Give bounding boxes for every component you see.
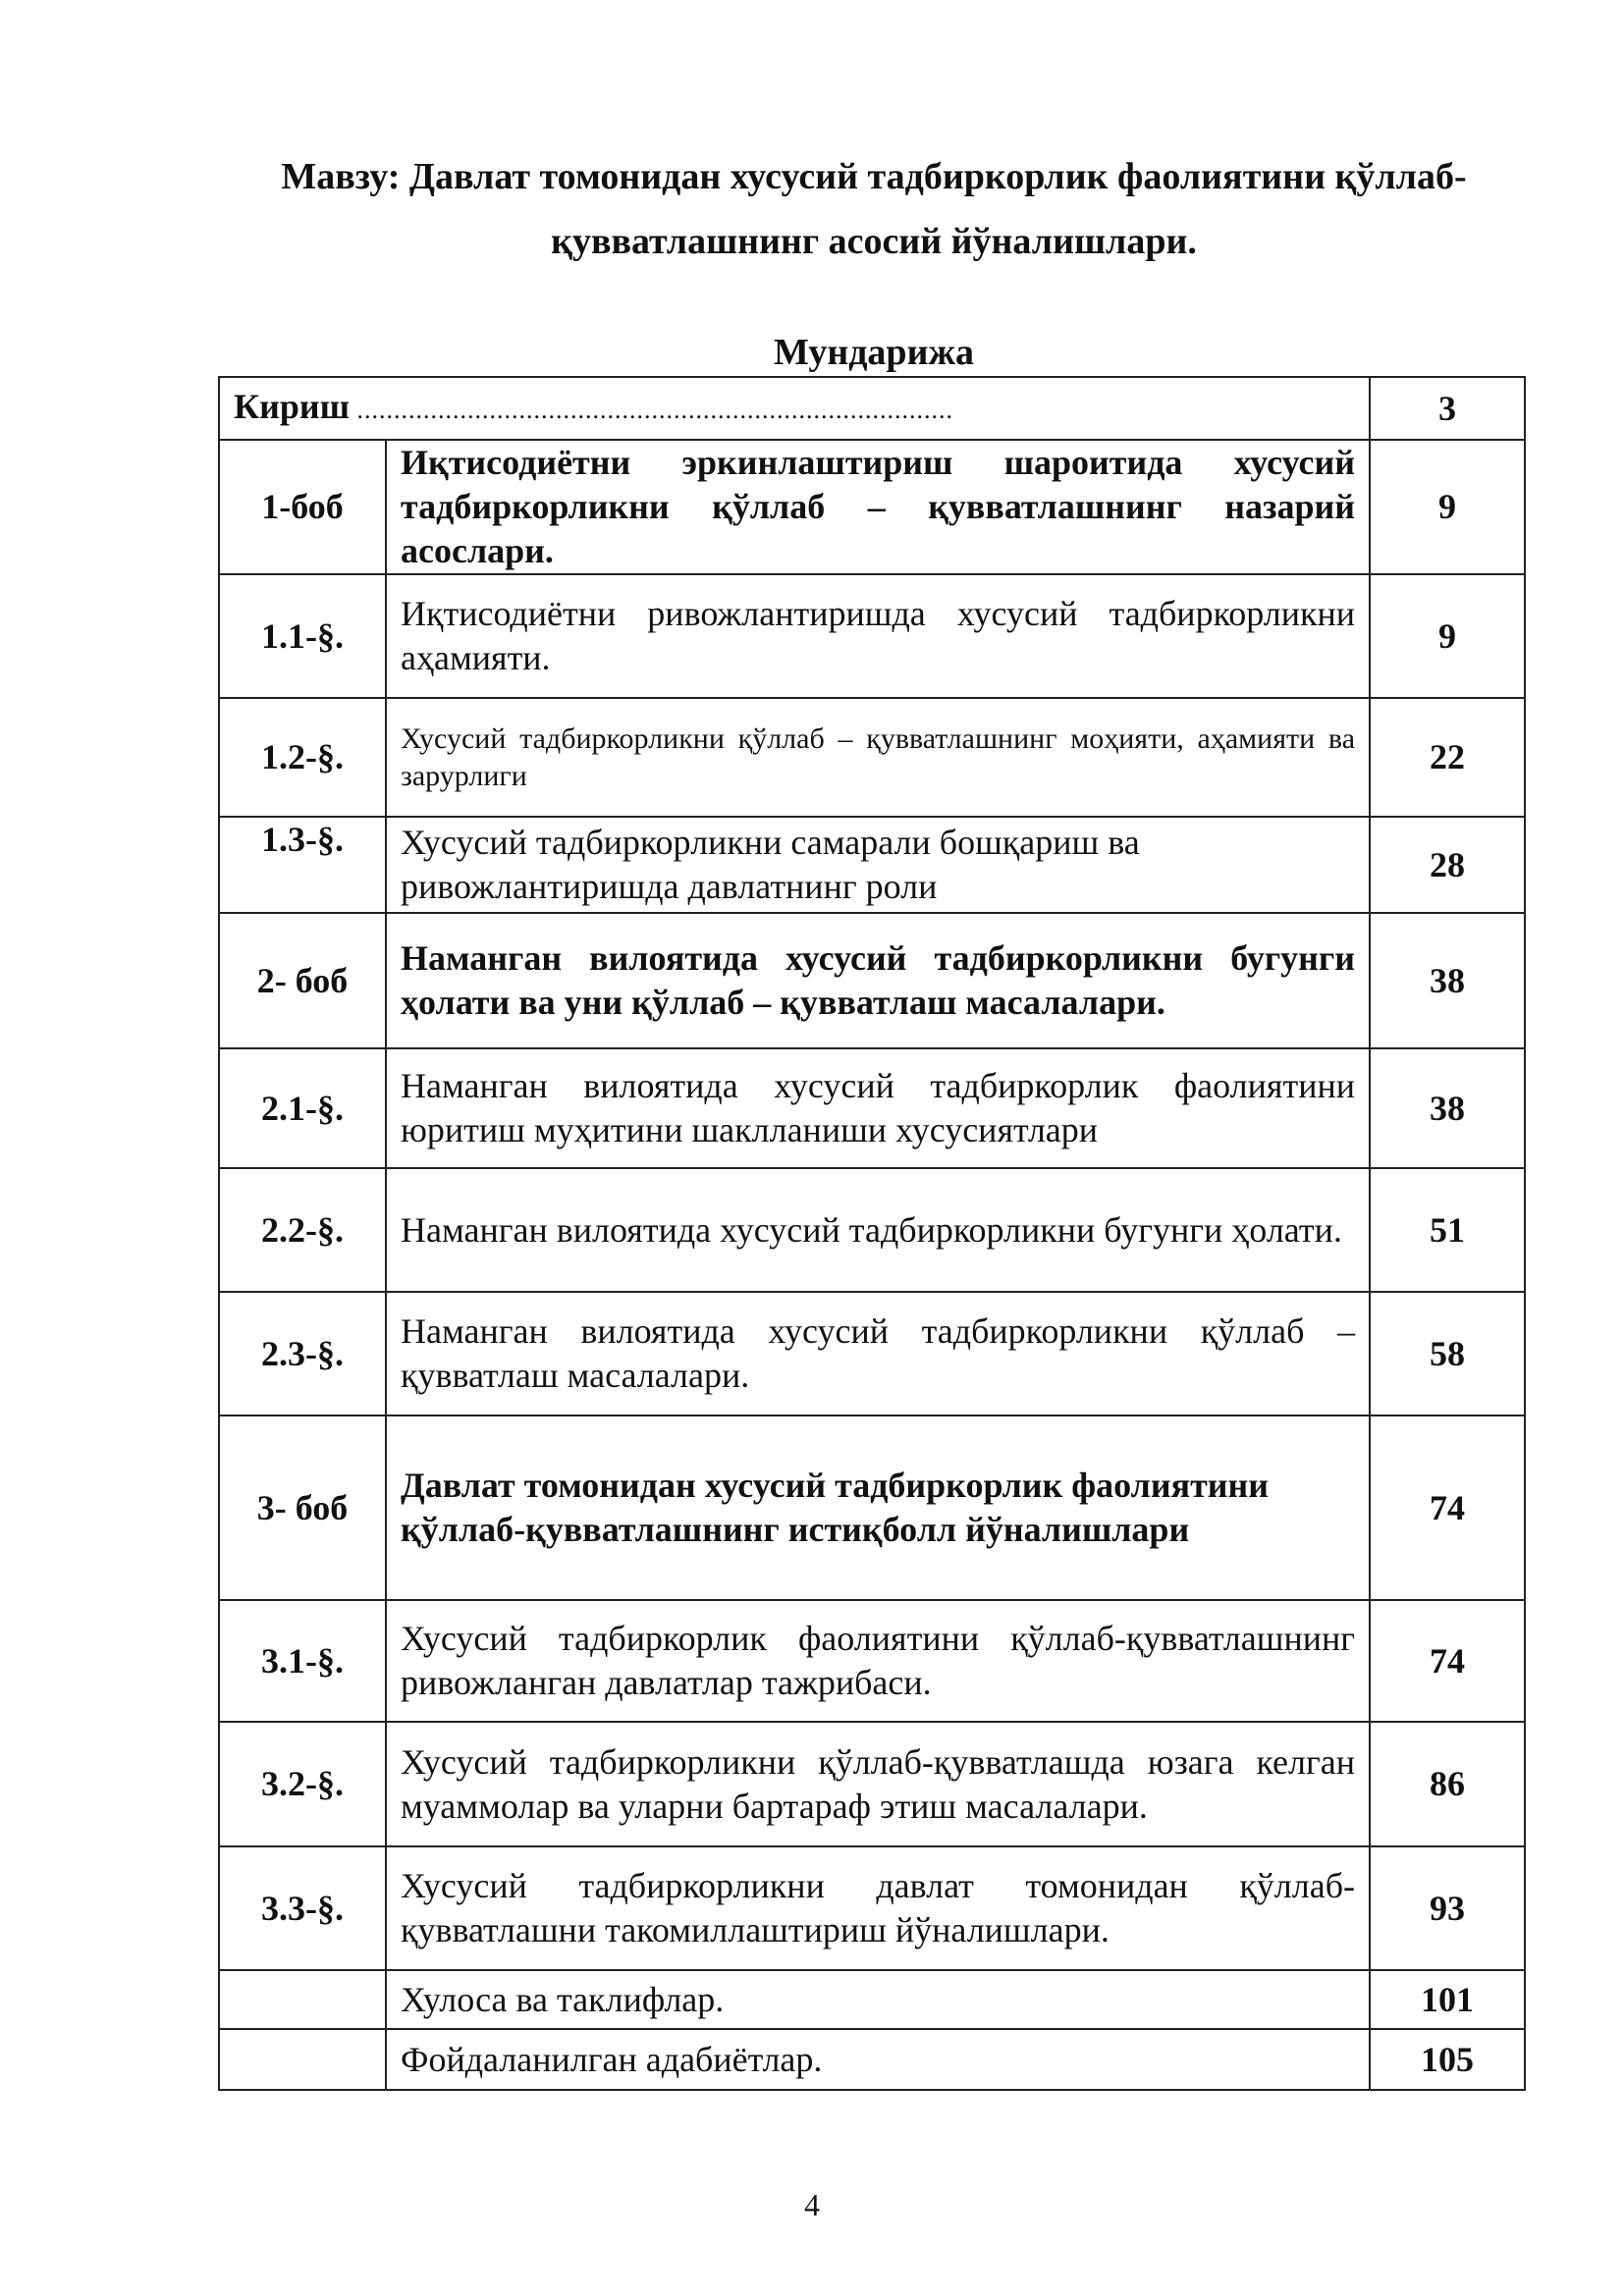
toc-item-page: 28 — [1370, 817, 1525, 913]
toc-item-title: Хулоса ва таклифлар. — [386, 1970, 1370, 2029]
toc-item-page: 9 — [1370, 574, 1525, 698]
toc-item-page: 51 — [1370, 1168, 1525, 1292]
table-row — [219, 698, 1525, 817]
table-row — [219, 1600, 1525, 1722]
toc-heading: Мундарижа — [773, 332, 975, 373]
toc-item-title: Наманган вилоятида хусусий тадбиркорликни қўллаб – қувватлаш масалалари. — [386, 1292, 1370, 1415]
toc-item-number: 3.2-§. — [219, 1722, 386, 1846]
toc-item-number: 1.1-§. — [219, 574, 386, 698]
toc-item-page: 86 — [1370, 1722, 1525, 1846]
table-row — [219, 817, 1525, 913]
table-row — [219, 1846, 1525, 1970]
toc-item-title: Иқтисодиётни ривожлантиришда хусусий тадбиркорликни аҳамияти. — [386, 574, 1370, 698]
toc-item-title: Наманган вилоятида хусусий тадбиркорликни бугунги ҳолати ва уни қўллаб – қувватлаш масалалари. — [386, 913, 1370, 1048]
toc-intro-page: 3 — [1370, 377, 1525, 440]
toc-item-number: 3.1-§. — [219, 1600, 386, 1722]
toc-item-title: Хусусий тадбиркорликни самарали бошқариш ва ривожлантиришда давлатнинг роли — [386, 817, 1370, 913]
toc-item-title: Фойдаланилган адабиётлар. — [386, 2029, 1370, 2090]
toc-item-number — [219, 2029, 386, 2090]
toc-item-title: Давлат томонидан хусусий тадбиркорлик фаолиятини қўллаб-қувватлашнинг истиқболл йўналишлари — [386, 1415, 1370, 1600]
toc-item-number: 3.3-§. — [219, 1846, 386, 1970]
table-of-contents — [218, 376, 1526, 2091]
table-row — [219, 2029, 1525, 2090]
toc-item-number: 1.2-§. — [219, 698, 386, 817]
toc-item-number: 1.3-§. — [219, 817, 386, 913]
toc-item-number: 2.2-§. — [219, 1168, 386, 1292]
table-row — [219, 1048, 1525, 1168]
toc-item-number: 1-боб — [219, 440, 386, 574]
toc-intro-leader-dots: ................................................................................. — [350, 396, 954, 424]
toc-item-page: 74 — [1370, 1415, 1525, 1600]
toc-item-page: 74 — [1370, 1600, 1525, 1722]
toc-item-page: 101 — [1370, 1970, 1525, 2029]
toc-item-number — [219, 1970, 386, 2029]
table-row — [219, 1168, 1525, 1292]
table-row — [219, 1415, 1525, 1600]
table-row — [219, 574, 1525, 698]
toc-intro-label: Кириш — [234, 387, 351, 426]
toc-row-intro — [219, 377, 1525, 440]
toc-item-title: Хусусий тадбиркорликни давлат томонидан қўллаб-қувватлашни такомиллаштириш йўналишлари. — [386, 1846, 1370, 1970]
toc-item-page: 58 — [1370, 1292, 1525, 1415]
toc-item-number: 2.3-§. — [219, 1292, 386, 1415]
toc-item-title: Хусусий тадбиркорлик фаолиятини қўллаб-қувватлашнинг ривожланган давлатлар тажрибаси. — [386, 1600, 1370, 1722]
toc-item-number: 3- боб — [219, 1415, 386, 1600]
toc-item-number: 2.1-§. — [219, 1048, 386, 1168]
toc-item-title: Хусусий тадбиркорликни қўллаб-қувватлашда юзага келган муаммолар ва уларни бартараф этиш масалалари. — [386, 1722, 1370, 1846]
toc-item-page: 105 — [1370, 2029, 1525, 2090]
toc-item-title: Иқтисодиётни эркинлаштириш шароитида хусусий тадбиркорликни қўллаб – қувватлашнинг назарий асослари. — [386, 440, 1370, 574]
table-row — [219, 1722, 1525, 1846]
toc-item-page: 9 — [1370, 440, 1525, 574]
table-row — [219, 913, 1525, 1048]
toc-item-number: 2- боб — [219, 913, 386, 1048]
toc-item-title: Наманган вилоятида хусусий тадбиркорликни бугунги ҳолати. — [386, 1168, 1370, 1292]
toc-item-title: Хусусий тадбиркорликни қўллаб – қувватлашнинг моҳияти, аҳамияти ва зарурлиги — [386, 698, 1370, 817]
topic-title-line-2: қувватлашнинг асосий йўналишлари. — [551, 221, 1197, 262]
toc-item-page: 93 — [1370, 1846, 1525, 1970]
toc-item-page: 38 — [1370, 1048, 1525, 1168]
page-number: 4 — [804, 2187, 820, 2222]
toc-intro-cell — [219, 377, 1370, 440]
toc-item-page: 22 — [1370, 698, 1525, 817]
toc-item-page: 38 — [1370, 913, 1525, 1048]
table-row — [219, 440, 1525, 574]
toc-item-title: Наманган вилоятида хусусий тадбиркорлик фаолиятини юритиш муҳитини шаклланиши хусусиятлари — [386, 1048, 1370, 1168]
table-row — [219, 1970, 1525, 2029]
topic-title-line-1: Мавзу: Давлат томонидан хусусий тадбиркорлик фаолиятини қўллаб- — [281, 156, 1467, 197]
table-row — [219, 1292, 1525, 1415]
